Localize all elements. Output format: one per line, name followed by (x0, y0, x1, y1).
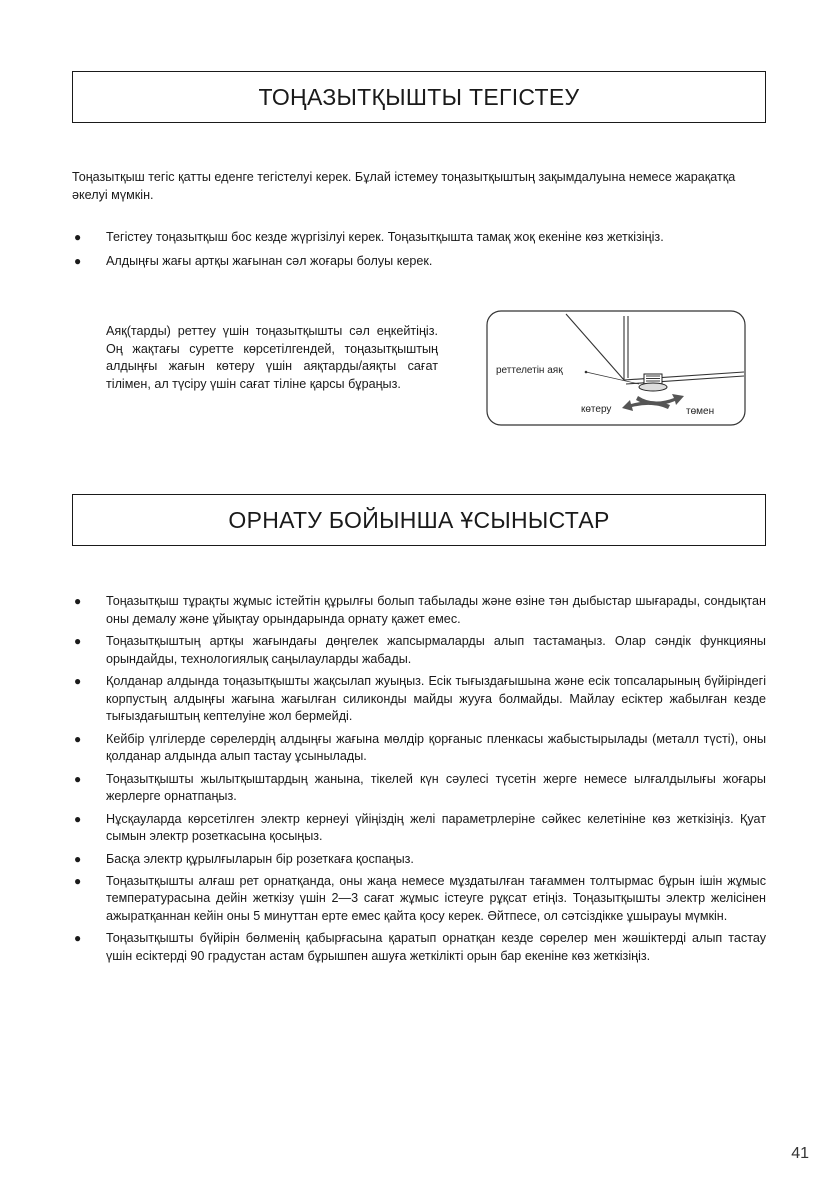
list-item: ● Алдыңғы жағы артқы жағынан сәл жоғары болуы керек. (72, 253, 766, 271)
list-item: ● Тоңазытқышты бүйірін бөлменің қабырғасына қаратып орнатқан кезде сөрелер мен жәшіктерді алып тастау үшін есіктерді 90 градустан астам бұрышпен ашуға жеткілікті орын бар екеніне көз жеткізіңіз. (74, 931, 766, 964)
leader-dot (585, 371, 588, 374)
section-title-leveling: ТОҢАЗЫТҚЫШТЫ ТЕГІСТЕУ (72, 71, 766, 123)
leveling-intro: Тоңазытқыш тегіс қатты еденге тегістелуі керек. Бұлай істемеу тоңазытқыштың зақымдалуына немесе жарақатқа әкелуі мүмкін. (72, 170, 736, 202)
label-adjustable-leg: реттелетін аяқ (496, 365, 563, 376)
page-number: 41 (791, 1145, 809, 1162)
leg-adjust-instructions: Аяқ(тарды) реттеу үшін тоңазытқышты сәл еңкейтіңіз. Оң жақтағы суретте көрсетілгендей, тоңазытқыштың алдыңғы жағын көтеру үшін аяқтарды/аяқты сағат тілімен, ал түсіру үшін сағат тіліне қарсы бұраңыз. (106, 324, 438, 391)
list-item: ● Басқа электр құрылғыларын бір розеткаға қоспаңыз. (72, 851, 766, 869)
list-item: ● Тегістеу тоңазытқыш бос кезде жүргізілуі керек. Тоңазытқышта тамақ жоқ екеніне көз жеткізіңіз. (72, 229, 766, 247)
list-item: ● Кейбір үлгілерде сөрелердің алдыңғы жағына мөлдір қорғаныс пленкасы жабыстырылады (металл түсті), оны қолданар алдында алып тастау ұсынылады. (74, 731, 766, 764)
bullet-icon: ● (74, 594, 82, 608)
bullet-icon: ● (74, 633, 82, 648)
installation-bullet-list (72, 593, 766, 970)
label-lower: төмен (686, 406, 715, 417)
list-item: ● Тоңазытқыш тұрақты жұмыс істейтін құрылғы болып табылады және өзіне тән дыбыстар шығарады, сондықтан оны демалу және ұйықтау орындарында орнату қажет емес. (74, 594, 766, 626)
list-item: ● Қолданар алдында тоңазытқышты жақсылап жуыңыз. Есік тығыздағышына және есік топсаларының бүйіріндегі корпустың алдыңғы жағына жағылған силиконды майды жууға болмайды. Майлау есіктер жабылған кезде тығыздағыштың кептелуіне жол бермейді. (74, 673, 766, 724)
section-title-installation: ОРНАТУ БОЙЫНША ҰСЫНЫСТАР (72, 494, 766, 546)
bullet-icon: ● (74, 230, 82, 244)
bullet-icon: ● (74, 731, 82, 746)
leveling-foot-diagram (486, 310, 746, 426)
bullet-icon: ● (74, 851, 82, 866)
list-item: ● Тоңазытқышты алғаш рет орнатқанда, оны жаңа немесе мұздатылған тағаммен толтырмас бұрын ішін жұмыс температурасына дейін жеткізу үшін 2—3 сағат жұмыс істеуге рұқсат етіңіз. Тоңазытқышты электр желісінен ажыратқаннан кейін оны 5 минуттан ерте емес қайта қосу керек. Әйтпесе, ол сәтсіздікке ұшырауы мүмкін. (74, 873, 766, 924)
list-item: ● Тоңазытқыштың артқы жағындағы дөңгелек жапсырмаларды алып тастамаңыз. Олар сәндік функцияны орындайды, технологиялық саңылауларды жабады. (74, 633, 766, 666)
list-item: ● Тоңазытқышты жылытқыштардың жанына, тікелей күн сәулесі түсетін жерге немесе ылғалдылығы жоғары жерлерге орнатпаңыз. (74, 771, 766, 804)
bullet-icon: ● (74, 931, 82, 946)
bullet-icon: ● (74, 253, 82, 268)
bullet-icon: ● (74, 673, 82, 688)
leveling-bullet-list (72, 229, 766, 276)
bullet-icon: ● (74, 811, 82, 826)
bullet-icon: ● (74, 771, 82, 786)
list-item: ● Нұсқауларда көрсетілген электр кернеуі үйіңіздің желі параметрлеріне сәйкес келетініне көз жеткізіңіз. Қуат сымын электр розеткасына қосыңыз. (74, 811, 766, 844)
bullet-icon: ● (74, 873, 82, 888)
label-raise: көтеру (581, 404, 612, 415)
